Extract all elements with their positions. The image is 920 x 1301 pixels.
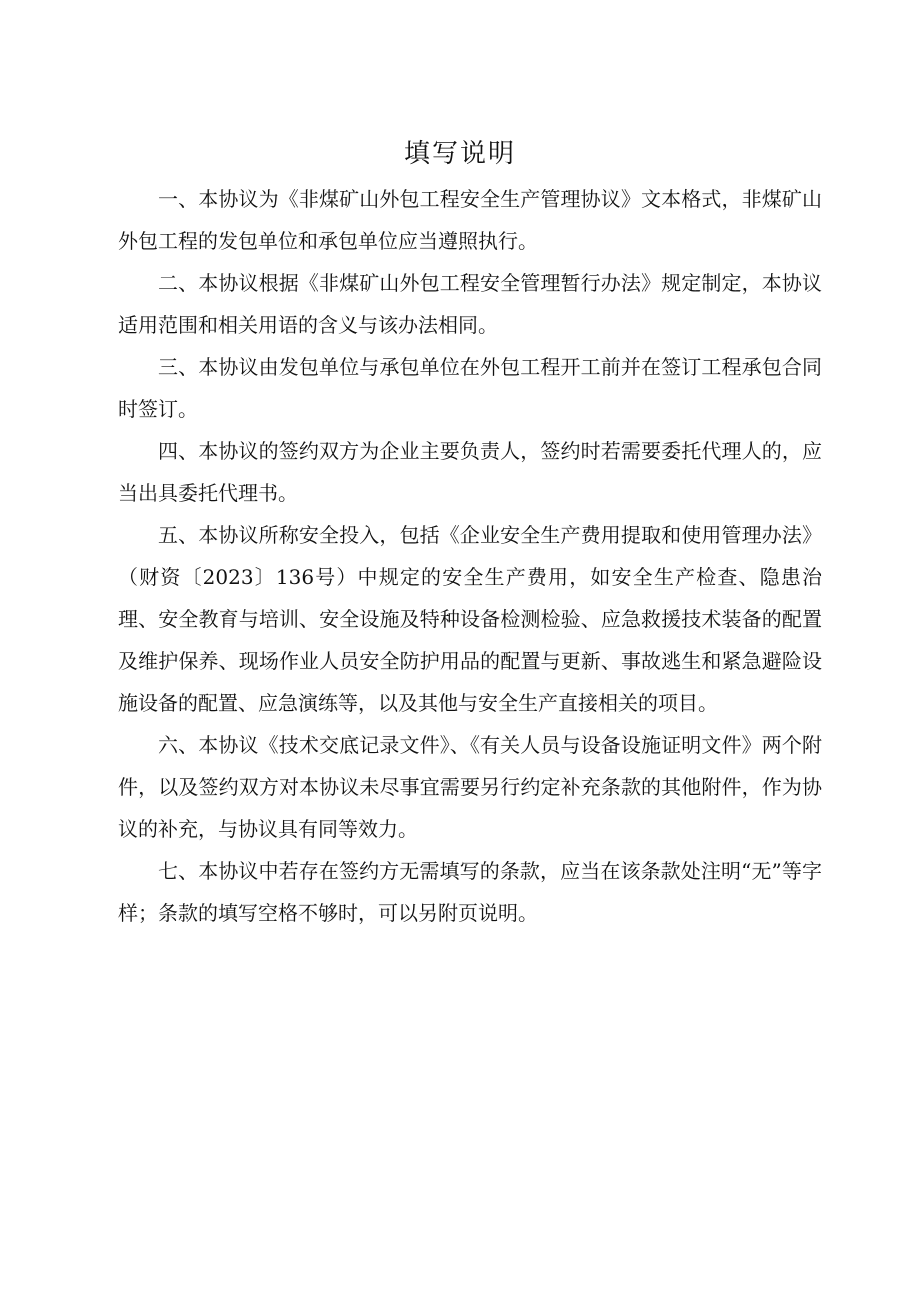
instruction-paragraph-7: 七、本协议中若存在签约方无需填写的条款，应当在该条款处注明“无”等字样；条款的填写空格不够时，可以另附页说明。 xyxy=(118,859,822,925)
instruction-paragraph-5: 五、本协议所称安全投入，包括《企业安全生产费用提取和使用管理办法》（财资〔2023〕136号）中规定的安全生产费用，如安全生产检查、隐患治理、安全教育与培训、安全设施及特种设备检测检验、应急救援技术装备的配置及维护保养、现场作业人员安全防护用品的配置与更新、事故逃生和紧急避险设施设备的配置、应急演练等，以及其他与安全生产直接相关的项目。 xyxy=(118,523,822,715)
instruction-paragraph-4: 四、本协议的签约双方为企业主要负责人，签约时若需要委托代理人的，应当出具委托代理书。 xyxy=(118,439,822,505)
instruction-paragraph-3: 三、本协议由发包单位与承包单位在外包工程开工前并在签订工程承包合同时签订。 xyxy=(118,355,822,421)
page-title: 填写说明 xyxy=(403,139,516,169)
instructions-body xyxy=(118,178,822,934)
instruction-paragraph-1: 一、本协议为《非煤矿山外包工程安全生产管理协议》文本格式，非煤矿山外包工程的发包单位和承包单位应当遵照执行。 xyxy=(118,187,822,253)
instruction-paragraph-2: 二、本协议根据《非煤矿山外包工程安全管理暂行办法》规定制定，本协议适用范围和相关用语的含义与该办法相同。 xyxy=(118,271,822,337)
instruction-paragraph-6: 六、本协议《技术交底记录文件》、《有关人员与设备设施证明文件》两个附件，以及签约双方对本协议未尽事宜需要另行约定补充条款的其他附件，作为协议的补充，与协议具有同等效力。 xyxy=(118,733,822,841)
